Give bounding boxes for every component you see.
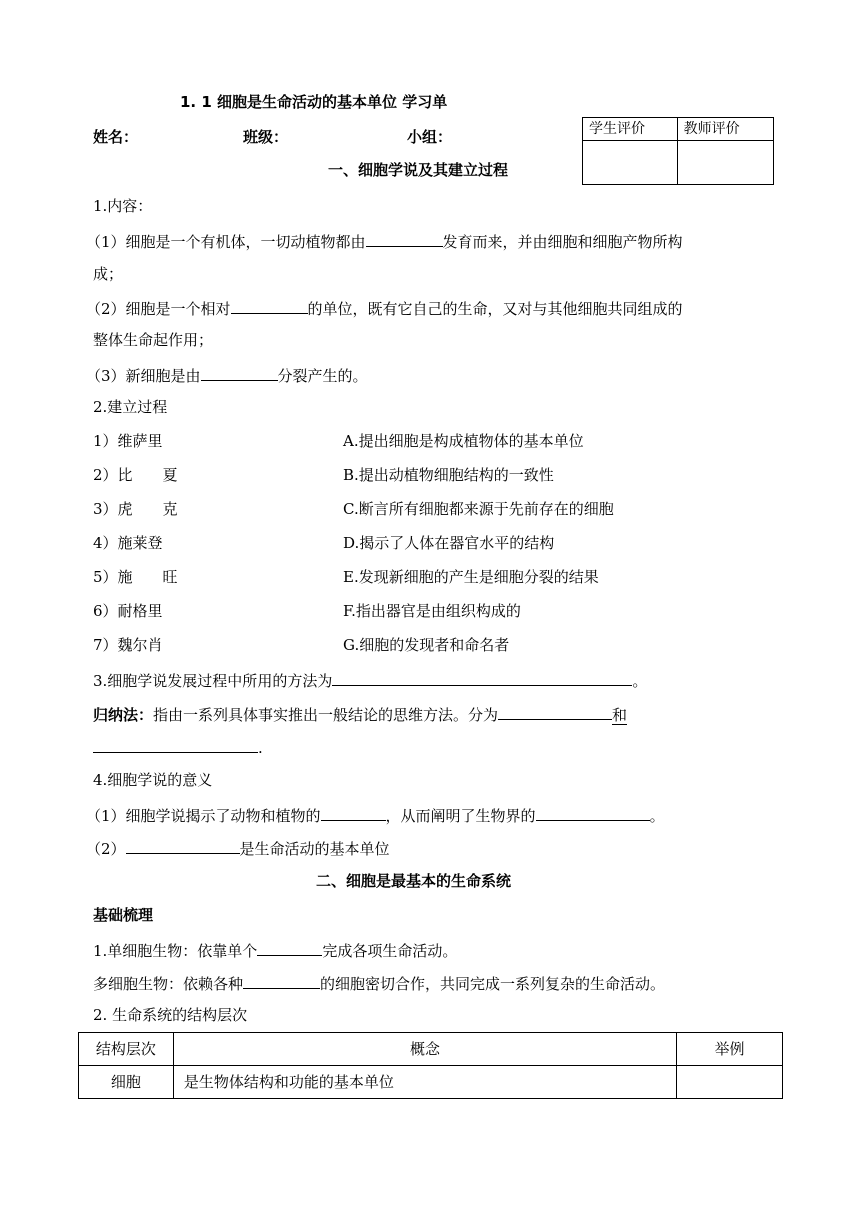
fill-blank[interactable] (332, 669, 632, 686)
page-title: 1. 1 细胞是生命活动的基本单位 学习单 (180, 93, 448, 111)
table-cell-level: 细胞 (79, 1066, 174, 1099)
process-label: 2.建立过程 (93, 398, 168, 416)
contribution-item: A.提出细胞是构成植物体的基本单位 (343, 432, 584, 450)
structure-levels-label: 2. 生命系统的结构层次 (93, 1006, 248, 1024)
contribution-item: E.发现新细胞的产生是细胞分裂的结果 (343, 568, 599, 586)
structure-levels-table (78, 1032, 783, 1099)
table-header-example: 举例 (677, 1033, 783, 1066)
table-header-concept: 概念 (173, 1033, 676, 1066)
fill-blank[interactable] (243, 972, 320, 989)
fill-blank[interactable] (536, 804, 650, 821)
teacher-eval-cell[interactable] (677, 141, 773, 185)
scientist-item: 4）施莱登 (93, 534, 163, 552)
content-label: 1.内容： (93, 197, 153, 215)
induction-line: 归纳法：指由一系列具体事实推出一般结论的思维方法。分为 和 (93, 703, 627, 725)
content-item-2: （2）细胞是一个相对 的单位，既有它自己的生命，又对与其他细胞共同组成的 (86, 297, 683, 319)
contribution-item: B.提出动植物细胞结构的一致性 (343, 466, 554, 484)
fill-blank[interactable] (366, 230, 443, 247)
single-cell-line: 1.单细胞生物：依靠单个 完成各项生命活动。 (93, 939, 457, 961)
student-eval-cell[interactable] (583, 141, 678, 185)
name-label: 姓名： (93, 128, 139, 146)
fill-blank[interactable] (126, 837, 240, 854)
contribution-item: C.断言所有细胞都来源于先前存在的细胞 (343, 500, 614, 518)
meaning-label: 4.细胞学说的意义 (93, 771, 213, 789)
scientist-item: 3）虎 克 (93, 500, 178, 518)
content-item-3: （3）新细胞是由 分裂产生的。 (86, 364, 368, 386)
fill-blank[interactable] (201, 364, 278, 381)
table-cell-concept: 是生物体结构和功能的基本单位 (173, 1066, 676, 1099)
fill-blank[interactable] (498, 703, 612, 720)
fill-blank[interactable] (321, 804, 386, 821)
contribution-item: G.细胞的发现者和命名者 (343, 636, 510, 654)
fill-blank[interactable] (257, 939, 322, 956)
fill-blank[interactable] (231, 297, 308, 314)
scientist-item: 1）维萨里 (93, 432, 163, 450)
evaluation-table (582, 117, 774, 185)
scientist-item: 5）施 旺 (93, 568, 178, 586)
scientist-item: 7）魏尔肖 (93, 636, 163, 654)
meaning-item-2: （2） 是生命活动的基本单位 (86, 837, 390, 859)
table-cell-example[interactable] (677, 1066, 783, 1099)
fill-blank[interactable] (93, 736, 258, 753)
contribution-item: F.指出器官是由组织构成的 (343, 602, 521, 620)
multi-cell-line: 多细胞生物：依赖各种 的细胞密切合作，共同完成一系列复杂的生命活动。 (93, 972, 665, 994)
section2-subheading: 基础梳理 (93, 906, 154, 924)
student-eval-header: 学生评价 (583, 118, 678, 141)
content-item-1: （1）细胞是一个有机体，一切动植物都由 发育而来，并由细胞和细胞产物所构 (86, 230, 683, 252)
content-item-1-cont: 成； (93, 265, 124, 283)
scientist-item: 2）比 夏 (93, 466, 178, 484)
teacher-eval-header: 教师评价 (677, 118, 773, 141)
induction-line-cont: . (93, 736, 263, 758)
section1-heading: 一、细胞学说及其建立过程 (328, 161, 509, 179)
meaning-item-1: （1）细胞学说揭示了动物和植物的 ，从而阐明了生物界的 。 (86, 804, 665, 826)
class-label: 班级： (243, 128, 289, 146)
group-label: 小组： (407, 128, 453, 146)
table-row (79, 1066, 783, 1099)
table-header-level: 结构层次 (79, 1033, 174, 1066)
content-item-2-cont: 整体生命起作用； (93, 331, 214, 349)
scientist-item: 6）耐格里 (93, 602, 163, 620)
contribution-item: D.揭示了人体在器官水平的结构 (343, 534, 555, 552)
method-line: 3.细胞学说发展过程中所用的方法为 。 (93, 669, 647, 691)
section2-heading: 二、细胞是最基本的生命系统 (316, 872, 512, 890)
